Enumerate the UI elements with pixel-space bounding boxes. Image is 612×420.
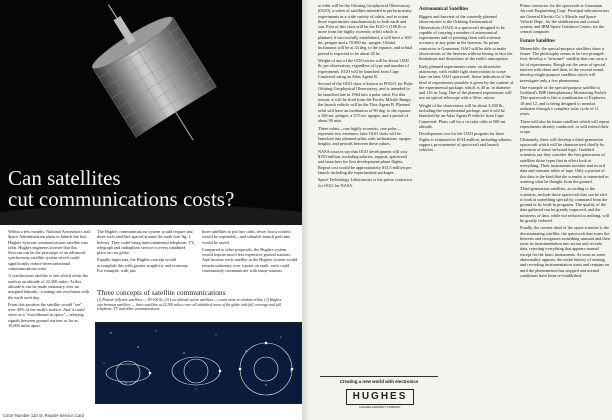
article-column-2 [419, 3, 514, 154]
paragraph: Compared to other proposals, the Hughes system would require much less expensive ground stations. And because each satellite in the Hughes system would remain stationary over a point on earth, each could continuously communicate with many stations. [202, 246, 298, 274]
left-page [0, 0, 302, 420]
paragraph: to orbit will be the Orbiting Geophysical Observatory (OGO), a series of satellites intended to perform many experiments in a wide variety of orbits, and to orient those experiments simultaneously to both earth and sun. First of this class will be the EGO-1 (180 lb or more from the highly eccentric orbit) which is planned, if successfully established, it will have a 160-mi. perigee and a 70,000-mi. apogee. Orbital inclination will be at 33 deg. to the equator, and orbital period is expected to be about 45 hr. [318, 3, 413, 56]
paragraph: Weight of any of the OGO series will be about 1,000 lb, per observatory, regardless of type and number of experiments. EGO will be launched from Cape Canaveral using an Atlas Agena B. [318, 57, 409, 79]
paragraph: The Hughes communications system would require just three such satellites spaced around the earth (see fig. 1 below). They could bring intercontinental telephone, TV, telegraph and radiophoto service to every inhabited place on our globe. [97, 229, 195, 256]
hughes-ad-footer [320, 376, 438, 415]
reader-service-note: Circle Number 110 on Reader-Service Card [3, 413, 84, 418]
paragraph: A synchronous satellite is one which orbits the earth at an altitude of 22,300 miles. At this altitude it can be made stationary over an assigned latitude—rotating one revolution with the earth each day. [8, 273, 90, 300]
hughes-logo: HUGHES [346, 389, 414, 405]
article-column-1 [318, 3, 413, 190]
orbit-diagrams [95, 322, 302, 404]
headline [8, 168, 234, 210]
three-concepts [97, 285, 297, 312]
paragraph: Equally important, the Hughes concept would accomplish this with greater simplicity and economy. For example, with just [97, 257, 189, 274]
paragraph: Third-generation satellites, according to the scientists, include those spacecraft that can be told to look at something special by command from the ground or by built-in programs. The quality of the data gathered can be greatly improved, and the noisiness of data, while not reduced to nothing, will be greatly reduced. [520, 186, 610, 223]
paragraph: There will also be future satellites which will repeat experiments already conducted, or will extend their scope. [520, 118, 610, 135]
paragraph: Biggest and heaviest of the currently planned observatories is the Orbiting Astronomical Observatory (OAO) is a spacecraft designed to be capable of carrying a number of astronomical experiments and of pointing them with extreme accuracy at any point in the heavens. Its prime contractor is Grumman. OAO will be able to make observations of the heavens without having to face the limitations and distortions of the earth's atmosphere. [419, 14, 513, 62]
paragraph: Development cost for the OAO program for three flights is estimated at $134 million, including salaries, support, procurement of spacecraft and launch vehicles. [419, 131, 513, 153]
paragraph: Weight of the observatory will be about 3,500 lb., including the experimental package, and it will be launched by an Atlas Agena B vehicle from Cape Canaveral. Plans call for a circular orbit at 500-mi. altitude. [419, 102, 507, 129]
orbit-diagram-graphic [96, 323, 301, 403]
article-column-3 [520, 3, 610, 280]
paragraph: Space Technology Laboratories is the prime contractor for OGO for NASA. [318, 177, 413, 188]
paragraph: From this position the satellite would "see" over 40% of the earth's surface. And it could serve as a "switchboard in space"—relaying signals between ground stations as far as 10,000 miles apart. [8, 301, 85, 329]
ad-column-1 [8, 229, 90, 330]
right-page [310, 0, 612, 420]
section-heading-future: Future Satellites [520, 38, 556, 44]
page-gutter [302, 0, 310, 420]
three-concepts-caption: (1) Passive reflector satellites — 50-100 lb; (2) Low altitude active satellites — count more at random orbits; (3) Hughes synchronous satellites — three satellites at 22,300 miles cover all inhabited areas of the globe with full coverage and full telephone, TV and other communications. [97, 298, 282, 312]
hughes-logo-tagline: HUGHES AIRCRAFT COMPANY [359, 405, 401, 409]
section-heading-astronomical: Astronomical Satellites [419, 7, 469, 12]
paragraph: Second of the OGO class is known as POGO, for Polar Orbiting Geophysical Observatory, and is intended to be launched late in 1964 into a polar orbit. For this reason, it will be fired from the Pacific Missile Range; the launch vehicle will be the Thor Agena B. Planned orbit will have an inclination of 90 deg. to the equator, a 160-mi. perigee, a 575-mi. apogee, and a period of about 90 min. [318, 81, 413, 124]
paragraph: NASA sources say that OGO development will cost $150 million, including salaries, support, spacecraft and launchers for first development-phase flights. Repeat cost would be approximately $13.5 million per launch including the experimental packages. [318, 148, 412, 175]
three-concepts-heading: Three concepts of satellite communications [97, 288, 226, 297]
ad-tagline: Creating a new world with electronics [339, 379, 419, 384]
paragraph: Meanwhile, the special-purpose satellites show a future. The philosophy seems to be two-pronged: first, develop a "structure" satellite that can carry a lot of experiments. Rough out the areas of special interest with these and then, in the second round, develop single-purpose satellites which will investigate only a few phenomena. [520, 45, 608, 83]
ad-column-2 [97, 229, 195, 275]
paragraph: One example of the special-purpose satellite is Goddard's IMP (Interplanetary Monitoring Probe). This spacecraft is like a combination of Explorers 10 and 12, and is being designed to monitor radiation through a complete solar cycle of 11 years. [520, 84, 607, 117]
paragraph: three satellites to put into orbit, fewer boost rockets would be expended—and valuable launch pad time would be saved. [202, 229, 291, 245]
paragraph: Prime contractor for the spacecraft is Grumman Aircraft Engineering Corp. Principal subcontractors are General Electric Co.'s Missile and Space Vehicle Dept., for the stabilization and control system, and IBM Space Guidance Center, for the central computer. [520, 3, 610, 35]
paragraph: Early planned experiments center on ultraviolet astronomy, with visible light observations to come later on later OAO spacecraft. Some indication of the kind of experiments possible is given by the content of the experimental package, which is 40 in. in diameter and 116 in. long. One of the planned experiments will use an optical telescope with a 36-in. mirror. [419, 63, 514, 101]
headline-line-2: cut communications costs? [8, 187, 235, 211]
satellite-photo [0, 0, 302, 225]
ad-column-3 [202, 229, 298, 275]
paragraph: These orbits—one highly eccentric, one polar—represent two extremes; later OGO shots will be launched into planned orbits with inclinations, apogee heights, and periods between these values. [318, 125, 411, 147]
headline-line-1: Can satellites [8, 166, 121, 190]
paragraph: Ultimately, there will develop a third-generation spacecraft which will be characterized chiefly by precision of some on-board logic. Goddard scientists say they consider the first generation of satellites those types that in effect look at everything. Their instruments monitor and record data and transmit miles of tape. Only a portion of this data is the kind that the scientist is interested in wanting what he thought from the ground. [520, 136, 609, 184]
paragraph: Within a few months, National Aeronautics and Space Administration plans to launch the first Hughes Syncom communications satellite into orbit. Hughes engineers foresee that this Syncom can be the prototype of an advanced synchronous satellite system which could significantly reduce intercontinental communications costs. [8, 229, 90, 272]
paragraph: Finally, the current ideal of the space scientist is the discriminating satellite, the spacecraft that scans the heavens and recognizes something unusual and then turns its instrumentation into action and records data, rejecting everything that appears normal except for the basic instruments. As soon as some abnormality appears, the entire battery of sensing and recording instrumentation starts and remains on until the phenomenon has stopped and normal conditions have been re-established. [520, 225, 610, 278]
